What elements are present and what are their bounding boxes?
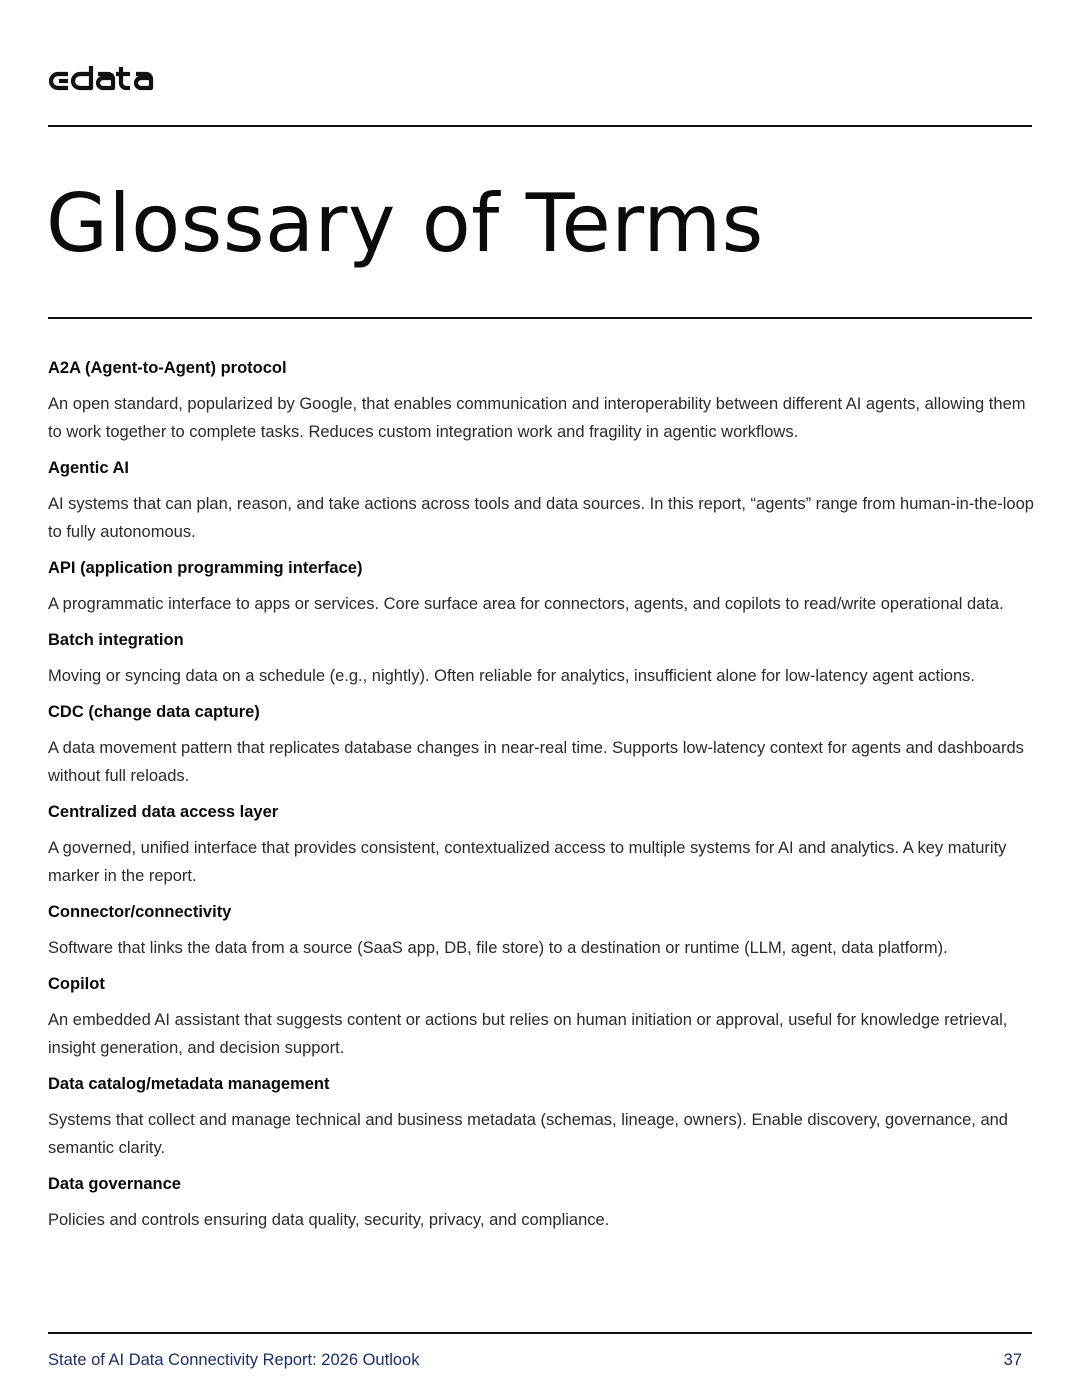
glossary-entry xyxy=(48,626,1038,690)
glossary-definition: AI systems that can plan, reason, and take actions across tools and data sources. In this report, “agents” range from human-in-the-loop to fully autonomous. xyxy=(48,495,1034,541)
page-title: Glossary of Terms xyxy=(46,177,764,270)
header-divider xyxy=(48,125,1032,127)
cdata-logo xyxy=(48,64,164,94)
glossary-term: Batch integration xyxy=(48,631,184,649)
glossary-definition: Policies and controls ensuring data quality, security, privacy, and compliance. xyxy=(48,1211,610,1229)
footer-report-title: State of AI Data Connectivity Report: 2026 Outlook xyxy=(48,1351,420,1369)
glossary-definition: A data movement pattern that replicates database changes in near-real time. Supports low-latency context for agents and dashboards without full reloads. xyxy=(48,739,1024,785)
glossary-term: API (application programming interface) xyxy=(48,559,363,577)
cdata-logo-mark xyxy=(48,64,164,94)
glossary-list xyxy=(48,354,1038,1242)
glossary-term: Centralized data access layer xyxy=(48,803,279,821)
title-divider xyxy=(48,317,1032,319)
glossary-term: Copilot xyxy=(48,975,105,993)
glossary-definition: An open standard, popularized by Google, that enables communication and interoperability between different AI agents, allowing them to work together to complete tasks. Reduces custom integration work and fragility in agentic workflows. xyxy=(48,395,1026,441)
glossary-entry xyxy=(48,798,1038,890)
glossary-entry xyxy=(48,454,1038,546)
glossary-entry xyxy=(48,354,1038,446)
glossary-definition: Software that links the data from a source (SaaS app, DB, file store) to a destination or runtime (LLM, agent, data platform). xyxy=(48,939,948,957)
glossary-definition: Moving or syncing data on a schedule (e.g., nightly). Often reliable for analytics, insufficient alone for low-latency agent actions. xyxy=(48,667,975,685)
glossary-term: A2A (Agent-to-Agent) protocol xyxy=(48,359,287,377)
glossary-definition: A governed, unified interface that provides consistent, contextualized access to multiple systems for AI and analytics. A key maturity marker in the report. xyxy=(48,839,1007,885)
glossary-term: Agentic AI xyxy=(48,459,129,477)
glossary-definition: A programmatic interface to apps or services. Core surface area for connectors, agents, and copilots to read/write operational data. xyxy=(48,595,1004,613)
glossary-entry xyxy=(48,1070,1038,1162)
glossary-definition: An embedded AI assistant that suggests content or actions but relies on human initiation or approval, useful for knowledge retrieval, insight generation, and decision support. xyxy=(48,1011,1008,1057)
glossary-term: Data catalog/metadata management xyxy=(48,1075,330,1093)
glossary-entry xyxy=(48,898,1038,962)
glossary-entry xyxy=(48,1170,1038,1234)
glossary-entry xyxy=(48,970,1038,1062)
page-number: 37 xyxy=(1003,1351,1022,1369)
glossary-entry xyxy=(48,698,1038,790)
footer-divider xyxy=(48,1332,1032,1334)
glossary-entry xyxy=(48,554,1038,618)
glossary-definition: Systems that collect and manage technical and business metadata (schemas, lineage, owners). Enable discovery, governance, and semantic clarity. xyxy=(48,1111,1008,1157)
glossary-term: CDC (change data capture) xyxy=(48,703,260,721)
glossary-term: Connector/connectivity xyxy=(48,903,232,921)
glossary-term: Data governance xyxy=(48,1175,181,1193)
